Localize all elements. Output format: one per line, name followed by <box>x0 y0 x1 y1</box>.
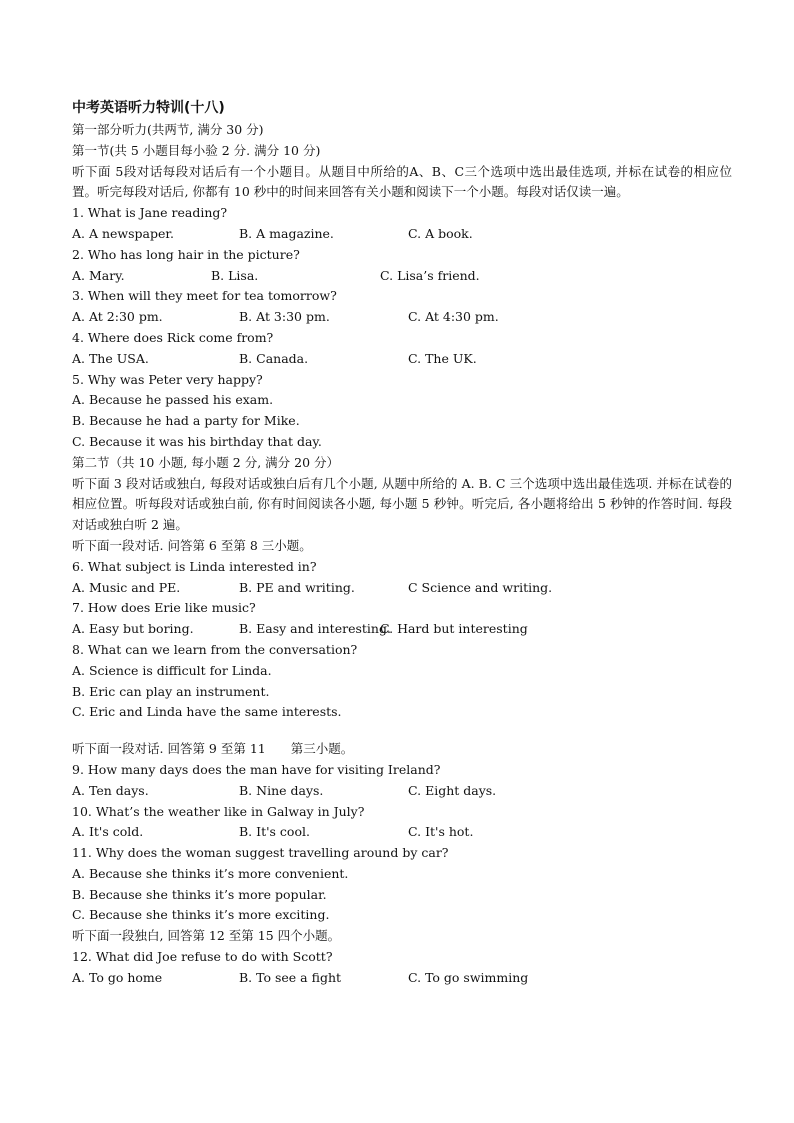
option-b[interactable]: B. Because he had a party for Mike. <box>72 413 300 429</box>
option-a[interactable]: A. The USA. <box>72 350 149 366</box>
option-a[interactable]: A. Because he passed his exam. <box>72 392 274 408</box>
option-c[interactable]: C. Eight days. <box>408 782 497 798</box>
section1-instruction: 听下面 5段对话每段对话后有一个小题目。从题目中所给的A、B、C三个选项中选出最佳选项, 并标在试卷的相应位置。听完每段对话后, 你都有 10 秒中的时间来回答有关小题和阅读下一个小题。每段对话仅读一遍。 <box>72 163 732 200</box>
question-4: 4. Where does Rick come from? <box>72 329 274 345</box>
option-b[interactable]: B. Easy and interesting. <box>239 621 391 637</box>
question-6-options <box>72 578 732 599</box>
option-c[interactable]: C. Because she thinks it’s more exciting. <box>72 907 330 923</box>
option-c[interactable]: C. Hard but interesting <box>380 621 528 637</box>
question-7-options <box>72 619 732 640</box>
part1-heading: 第一部分听力(共两节, 满分 30 分) <box>72 122 264 137</box>
option-b[interactable]: B. To see a fight <box>239 969 342 985</box>
option-a[interactable]: A. Ten days. <box>72 782 149 798</box>
question-8: 8. What can we learn from the conversation? <box>72 641 358 657</box>
option-a[interactable]: A. Easy but boring. <box>72 621 194 637</box>
option-a[interactable]: A. It's cold. <box>72 824 144 840</box>
option-c[interactable]: C. It's hot. <box>408 824 474 840</box>
option-b[interactable]: B. A magazine. <box>239 225 334 241</box>
question-2: 2. Who has long hair in the picture? <box>72 246 300 262</box>
question-1-options <box>72 224 732 245</box>
question-12: 12. What did Joe refuse to do with Scott? <box>72 949 333 965</box>
group-2-intro: 听下面一段对话. 回答第 9 至第 11 第三小题。 <box>72 741 354 757</box>
option-c[interactable]: C. Eric and Linda have the same interests. <box>72 704 342 720</box>
question-3: 3. When will they meet for tea tomorrow? <box>72 288 337 304</box>
page-title: 中考英语听力特训(十八) <box>72 100 225 116</box>
option-a[interactable]: A. Because she thinks it’s more convenient. <box>72 865 349 881</box>
question-12-options <box>72 968 732 989</box>
option-a[interactable]: A. Music and PE. <box>72 579 181 595</box>
question-6: 6. What subject is Linda interested in? <box>72 558 317 574</box>
section2-instruction: 听下面 3 段对话或独白, 每段对话或独白后有几个小题, 从题中所给的 A. B. C 三个选项中选出最佳选项. 并标在试卷的相应位置。听每段对话或独白前, 你有时间阅读各小题, 每小题 5 秒钟。听完后, 各小题将给出 5 秒钟的作答时间. 每段对话或独白听 2 遍。 <box>72 475 732 533</box>
exam-page <box>72 98 732 989</box>
question-10: 10. What’s the weather like in Galway in July? <box>72 803 365 819</box>
option-a[interactable]: A. To go home <box>72 969 163 985</box>
question-9-options <box>72 781 732 802</box>
question-5: 5. Why was Peter very happy? <box>72 371 263 387</box>
section1-heading: 第一节(共 5 小题目每小验 2 分. 满分 10 分) <box>72 142 321 158</box>
option-c[interactable]: C. To go swimming <box>408 969 529 985</box>
section2-heading: 第二节（共 10 小题, 每小题 2 分, 满分 20 分） <box>72 454 339 470</box>
option-b[interactable]: B. It's cool. <box>239 824 310 840</box>
option-c[interactable]: C. The UK. <box>408 350 477 366</box>
option-a[interactable]: A. A newspaper. <box>72 225 174 241</box>
option-b[interactable]: B. Nine days. <box>239 782 324 798</box>
question-2-options <box>72 266 732 287</box>
question-1: 1. What is Jane reading? <box>72 205 228 221</box>
option-b[interactable]: B. Eric can play an instrument. <box>72 683 270 699</box>
option-c[interactable]: C. At 4:30 pm. <box>408 309 499 325</box>
question-10-options <box>72 822 732 843</box>
option-b[interactable]: B. Lisa. <box>211 267 259 283</box>
option-c[interactable]: C. Lisa’s friend. <box>380 267 480 283</box>
option-b[interactable]: B. PE and writing. <box>239 579 355 595</box>
spacer <box>72 723 732 739</box>
question-3-options <box>72 307 732 328</box>
option-c[interactable]: C Science and writing. <box>408 579 553 595</box>
group-3-intro: 听下面一段独白, 回答第 12 至第 15 四个小题。 <box>72 928 341 944</box>
option-b[interactable]: B. Because she thinks it’s more popular. <box>72 886 327 902</box>
question-11: 11. Why does the woman suggest travelling around by car? <box>72 845 449 861</box>
question-9: 9. How many days does the man have for visiting Ireland? <box>72 761 441 777</box>
option-c[interactable]: C. A book. <box>408 225 473 241</box>
group-1-intro: 听下面一段对话. 问答第 6 至第 8 三小题。 <box>72 537 312 553</box>
option-c[interactable]: C. Because it was his birthday that day. <box>72 433 322 449</box>
option-b[interactable]: B. Canada. <box>239 350 309 366</box>
option-a[interactable]: A. Mary. <box>72 267 125 283</box>
option-b[interactable]: B. At 3:30 pm. <box>239 309 330 325</box>
option-a[interactable]: A. At 2:30 pm. <box>72 309 163 325</box>
option-a[interactable]: A. Science is difficult for Linda. <box>72 662 272 678</box>
question-4-options <box>72 349 732 370</box>
question-7: 7. How does Erie like music? <box>72 600 256 616</box>
